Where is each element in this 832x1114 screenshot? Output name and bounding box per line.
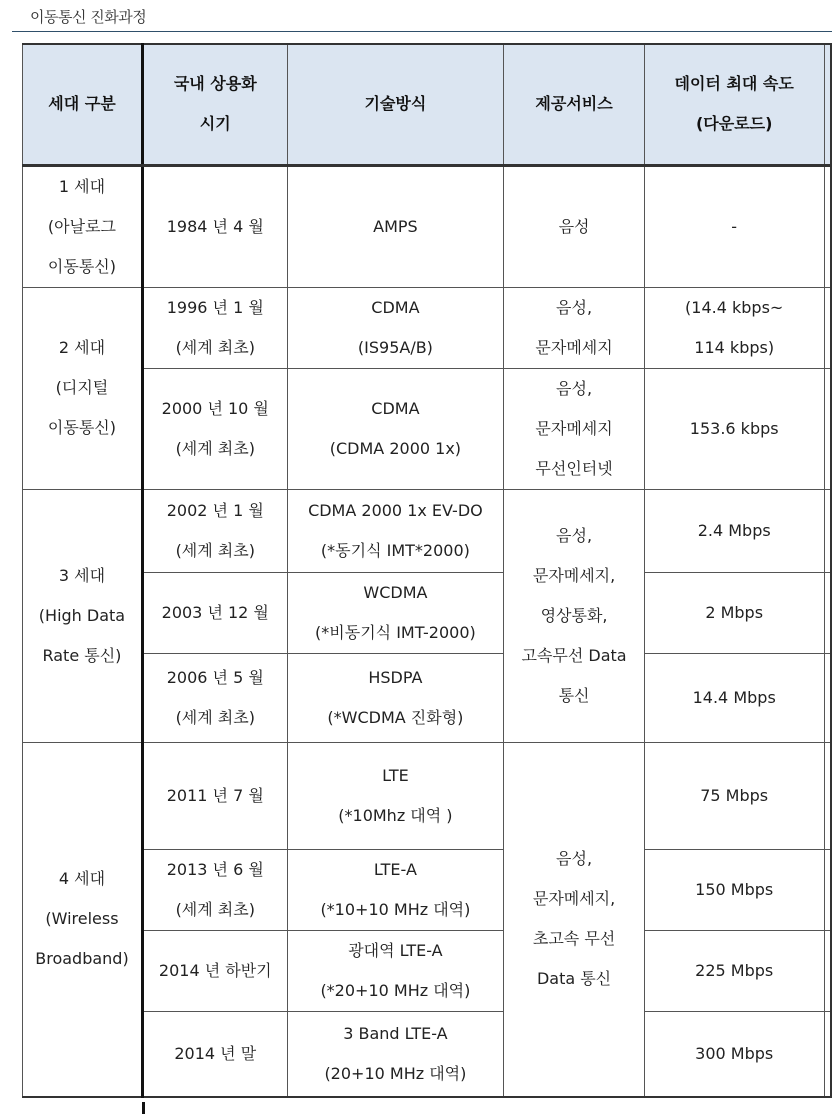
service-cell: 음성, 문자메세지, 영상통화, 고속무선 Data 통신 <box>504 489 645 742</box>
launch-cell: 2013 년 6 월 (세계 최초) <box>142 849 287 930</box>
tech-cell: AMPS <box>287 165 504 287</box>
speed-cell: 225 Mbps <box>644 930 824 1011</box>
extra-cell <box>824 742 831 849</box>
tech-cell: 광대역 LTE-A (*20+10 MHz 대역) <box>287 930 504 1011</box>
tech-cell: WCDMA (*비동기식 IMT-2000) <box>287 572 504 653</box>
speed-cell: 300 Mbps <box>644 1011 824 1097</box>
service-cell: 음성, 문자메세지 무선인터넷 <box>504 368 645 489</box>
tech-cell: LTE (*10Mhz 대역 ) <box>287 742 504 849</box>
launch-cell: 1984 년 4 월 <box>142 165 287 287</box>
table-row <box>23 930 832 1011</box>
speed-cell: 75 Mbps <box>644 742 824 849</box>
launch-cell: 2011 년 7 월 <box>142 742 287 849</box>
extra-cell <box>824 489 831 572</box>
generation-3-cell: 3 세대 (High Data Rate 통신) <box>23 489 143 742</box>
header-technology: 기술방식 <box>287 44 504 165</box>
tech-cell: CDMA 2000 1x EV-DO (*동기식 IMT*2000) <box>287 489 504 572</box>
extra-cell <box>824 368 831 489</box>
launch-cell: 2000 년 10 월 (세계 최초) <box>142 368 287 489</box>
header-service: 제공서비스 <box>504 44 645 165</box>
table-row <box>23 165 832 287</box>
speed-cell: 2.4 Mbps <box>644 489 824 572</box>
speed-cell: 2 Mbps <box>644 572 824 653</box>
extra-cell <box>824 1011 831 1097</box>
table-row <box>23 1011 832 1097</box>
launch-cell: 2006 년 5 월 (세계 최초) <box>142 653 287 742</box>
tech-cell: CDMA (CDMA 2000 1x) <box>287 368 504 489</box>
header-generation: 세대 구분 <box>23 44 143 165</box>
speed-cell: 150 Mbps <box>644 849 824 930</box>
extra-cell <box>824 165 831 287</box>
tech-cell: HSDPA (*WCDMA 진화형) <box>287 653 504 742</box>
table-row <box>23 489 832 572</box>
extra-cell <box>824 849 831 930</box>
generation-4-cell: 4 세대 (Wireless Broadband) <box>23 742 143 1097</box>
speed-cell: 14.4 Mbps <box>644 653 824 742</box>
document-title: 이동통신 진화과정 <box>30 8 147 26</box>
speed-cell: 153.6 kbps <box>644 368 824 489</box>
speed-cell: (14.4 kbps~ 114 kbps) <box>644 287 824 368</box>
extra-cell <box>824 287 831 368</box>
table-row <box>23 653 832 742</box>
generation-1-cell: 1 세대 (아날로그 이동통신) <box>23 165 143 287</box>
generation-2-cell: 2 세대 (디지털 이동통신) <box>23 287 143 489</box>
extra-cell <box>824 930 831 1011</box>
launch-cell: 2014 년 말 <box>142 1011 287 1097</box>
mobile-evolution-table <box>22 43 832 1098</box>
service-cell: 음성 <box>504 165 645 287</box>
service-cell: 음성, 문자메세지 <box>504 287 645 368</box>
launch-cell: 1996 년 1 월 (세계 최초) <box>142 287 287 368</box>
header-max-speed: 데이터 최대 속도 (다운로드) <box>644 44 824 165</box>
header-extra-column <box>824 44 831 165</box>
launch-cell: 2002 년 1 월 (세계 최초) <box>142 489 287 572</box>
header-row <box>23 44 832 165</box>
table-row <box>23 742 832 849</box>
extra-cell <box>824 653 831 742</box>
tech-cell: 3 Band LTE-A (20+10 MHz 대역) <box>287 1011 504 1097</box>
tech-cell: CDMA (IS95A/B) <box>287 287 504 368</box>
service-cell: 음성, 문자메세지, 초고속 무선 Data 통신 <box>504 742 645 1097</box>
extra-cell <box>824 572 831 653</box>
speed-cell: - <box>644 165 824 287</box>
table-row <box>23 849 832 930</box>
table-row <box>23 572 832 653</box>
table-row <box>23 287 832 368</box>
next-table-start-line <box>142 1102 145 1114</box>
launch-cell: 2014 년 하반기 <box>142 930 287 1011</box>
launch-cell: 2003 년 12 월 <box>142 572 287 653</box>
title-divider <box>12 31 832 32</box>
table-row <box>23 368 832 489</box>
tech-cell: LTE-A (*10+10 MHz 대역) <box>287 849 504 930</box>
header-launch-date: 국내 상용화 시기 <box>142 44 287 165</box>
